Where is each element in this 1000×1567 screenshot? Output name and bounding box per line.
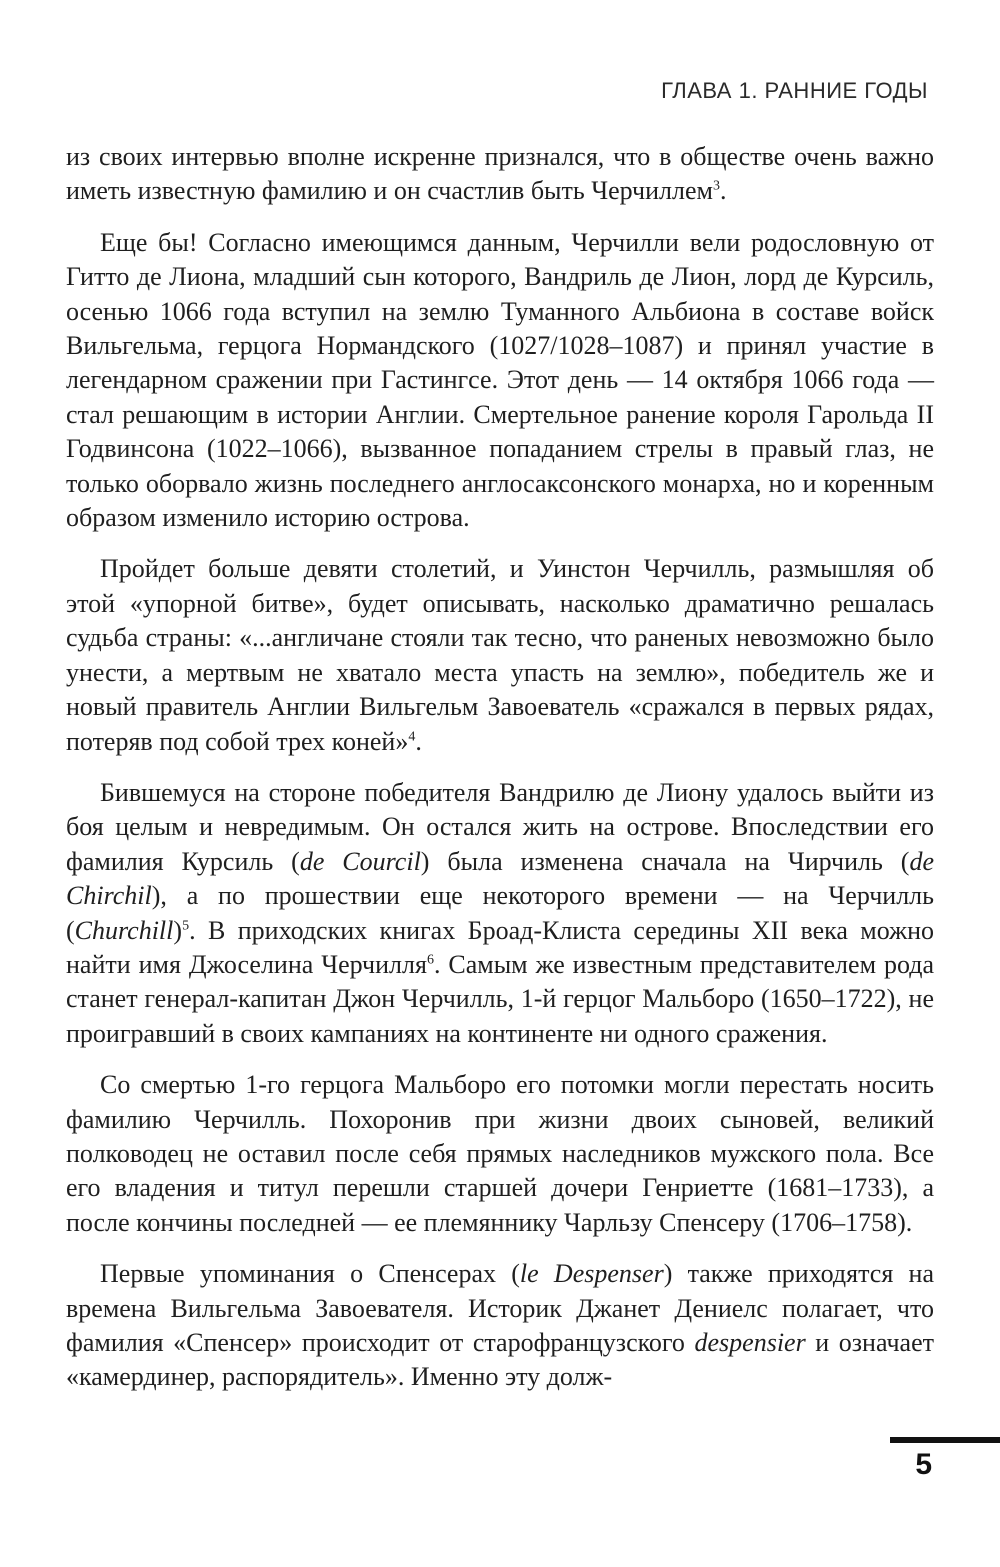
footer-rule [890,1437,1000,1443]
paragraph-6-part: Первые упоминания о Спенсерах ( [100,1259,520,1289]
paragraph-4-part: ) была изменена сначала на Чирчиль ( [420,846,910,876]
paragraph-1-text: из своих интервью вполне искренне признался, что в обществе очень важно иметь известную фамилию и он счастлив быть Черчиллем [66,142,934,206]
paragraph-3-tail: . [415,726,422,756]
paragraph-4 [66,776,934,1051]
paragraph-4-part: . В приходских книгах Броад-Клиста середины XII века можно найти имя Джоселина Черчилля [66,915,934,979]
italic-le-despenser: le Despenser [519,1259,664,1289]
paragraph-6-part: и означает «камердинер, распорядитель». Именно эту долж- [66,1328,934,1392]
italic-de-courcil: de Courcil [299,846,421,876]
paragraph-4-part: ), а по прошествии еще некоторого времени — на Черчилль ( [66,881,934,945]
paragraph-1 [66,140,934,209]
footnote-ref-3[interactable]: 3 [712,178,720,194]
paragraph-5: Со смертью 1-го герцога Мальборо его потомки могли перестать носить фамилию Черчилль. Похоронив при жизни двоих сыновей, великий полководец не оставил после себя прямых наследников мужского пола. Все его владения и титул перешли старшей дочери Генриетте (1681–1733), а после кончины последней — ее племяннику Чарльзу Спенсеру (1706–1758). [66,1070,934,1237]
paragraph-1-tail: . [719,176,727,206]
paragraph-4-part: Бившемуся на стороне победителя Вандрилю де Лиону удалось выйти из боя целым и невредимым. Он остался жить на острове. Впоследствии его фамилия Курсиль ( [66,777,934,876]
body-text [66,140,934,1395]
paragraph-3-text: Пройдет больше девяти столетий, и Уинстон Черчилль, размышляя об этой «упорной битве», будет описывать, насколько драматично решалась судьба страны: «...англичане стояли так тесно, что раненых невозможно было унести, а мертвым не хватало места упасть на землю», победитель же и новый правитель Англии Вильгельм Завоеватель «сражался в первых рядах, потеряв под собой трех коней» [66,554,934,756]
paragraph-4-part: . Самым же известным представителем рода станет генерал-капитан Джон Черчилль, 1-й герцог Мальборо (1650–1722), не проигравший в своих кампаниях на континенте ни одного сражения. [66,949,934,1048]
italic-de-chirchil: de Chirchil [66,846,934,911]
footnote-ref-6[interactable]: 6 [426,952,434,968]
footnote-ref-4[interactable]: 4 [408,728,416,744]
italic-churchill: Churchill [74,915,174,945]
paragraph-3 [66,552,934,758]
page-number: 5 [915,1448,932,1481]
paragraph-6-part: ) также приходятся на времена Вильгельма Завоевателя. Историк Джанет Дениелс полагает, что фамилия «Спенсер» происходит от старофранцузского [66,1259,934,1357]
paragraph-6 [66,1257,934,1395]
running-header: ГЛАВА 1. РАННИЕ ГОДЫ [661,78,928,103]
paragraph-2: Еще бы! Согласно имеющимся данным, Черчилли вели родословную от Гитто де Лиона, младший сын которого, Вандриль де Лион, лорд де Курсиль, осенью 1066 года вступил на землю Туманного Альбиона в составе войск Вильгельма, герцога Нормандского (1027/1028–1087) и принял участие в легендарном сражении при Гастингсе. Этот день — 14 октября 1066 года — стал решающим в истории Англии. Смертельное ранение короля Гарольда II Годвинсона (1022–1066), вызванное попаданием стрелы в правый глаз, не только оборвало жизнь последнего англосаксонского монарха, но и коренным образом изменило историю острова. [66,227,934,533]
italic-despensier: despensier [694,1328,806,1357]
footnote-ref-5[interactable]: 5 [182,917,190,933]
paragraph-4-part: ) [173,915,183,945]
